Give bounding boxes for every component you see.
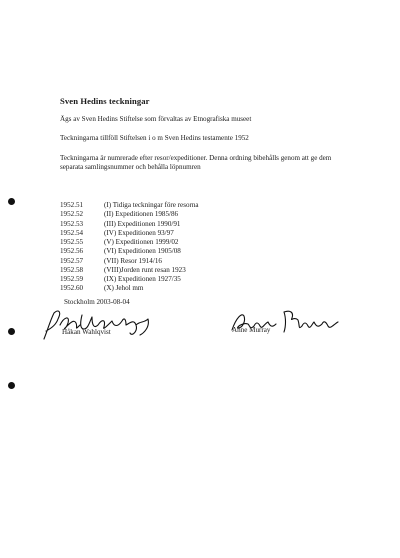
- punch-hole-top: [8, 198, 15, 205]
- signer-name-hakan: Håkan Wahlqvist: [62, 328, 111, 336]
- collection-number: 1952.51: [60, 201, 84, 209]
- collection-name: (VI) Expeditionen 1905/08: [104, 247, 181, 256]
- collection-number: 1952.56: [60, 247, 84, 256]
- collection-number: 1952.58: [60, 265, 84, 274]
- collection-number: 1952.60: [60, 284, 84, 293]
- document-title: Sven Hedins teckningar: [60, 96, 150, 106]
- signature-hakan-wahlqvist: [40, 303, 158, 345]
- collection-name: (II) Expeditionen 1985/86: [104, 210, 179, 219]
- numbering-paragraph: Teckningarna är numrerade efter resor/expeditioner. Denna ordning bibehålls genom att ge dem separata samlingsnummer och behålla löpnumren: [60, 154, 332, 171]
- collection-name: (I) Tidiga teckningar före resorna: [104, 201, 199, 209]
- collection-number: 1952.52: [60, 210, 84, 219]
- collection-name: (V) Expeditionen 1999/02: [104, 238, 179, 246]
- bequest-paragraph: Teckningarna tillföll Stiftelsen i o m Sven Hedins testamente 1952: [60, 134, 249, 142]
- collection-number: 1952.53: [60, 219, 84, 228]
- place-and-date: Stockholm 2003-08-04: [64, 298, 130, 306]
- collection-number: 1952.54: [60, 228, 84, 237]
- collection-number: 1952.59: [60, 275, 84, 283]
- collection-number: 1952.55: [60, 238, 84, 246]
- punch-hole-middle: [8, 328, 15, 335]
- collection-name: (IX) Expeditionen 1927/35: [104, 275, 181, 283]
- ownership-paragraph: Ägs av Sven Hedins Stiftelse som förvaltas av Etnografiska museet: [60, 115, 252, 123]
- collection-name: (IV) Expeditionen 93/97: [104, 228, 174, 237]
- collection-name: (VII) Resor 1914/16: [104, 256, 162, 265]
- collection-number: 1952.57: [60, 256, 84, 265]
- collection-name: (X) Jehol mm: [104, 284, 144, 293]
- signer-name-anne: Anne Murray: [232, 326, 271, 334]
- collection-name: (III) Expeditionen 1990/91: [104, 219, 181, 228]
- collection-name: (VIII)Jorden runt resan 1923: [104, 265, 186, 274]
- punch-hole-bottom: [8, 382, 15, 389]
